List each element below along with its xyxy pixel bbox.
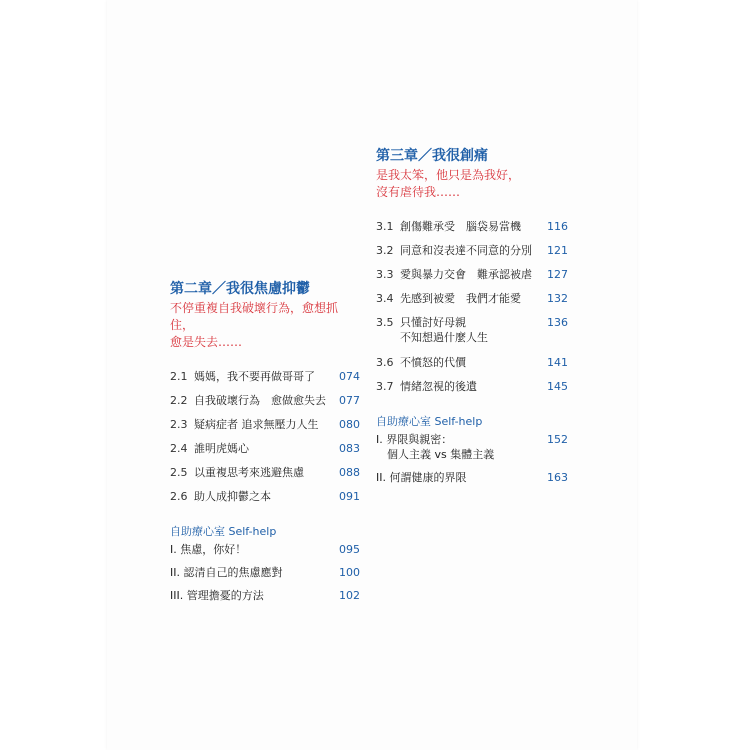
selfhelp-text: II. 何謂健康的界限 bbox=[376, 471, 467, 484]
selfhelp-heading: 自助療心室 Self-help bbox=[376, 415, 483, 428]
toc-number: 3.4 bbox=[376, 292, 394, 305]
toc-page: 145 bbox=[547, 380, 568, 393]
toc-page: 074 bbox=[339, 370, 360, 383]
selfhelp-list bbox=[170, 542, 360, 611]
toc-number: 2.4 bbox=[170, 442, 188, 455]
selfhelp-heading: 自助療心室 Self-help bbox=[170, 525, 277, 538]
toc-text: 以重複思考來逃避焦慮 bbox=[194, 466, 304, 479]
toc-page: 077 bbox=[339, 394, 360, 407]
toc-text: 先感到被愛 我們才能愛 bbox=[400, 292, 521, 305]
chapter-2-toc bbox=[170, 369, 360, 513]
chapter-3-subtitle: 是我太笨，他只是為我好， 沒有虐待我…… bbox=[376, 168, 521, 199]
toc-page: 121 bbox=[547, 244, 568, 257]
toc-text: 只懂討好母親 不知想過什麼人生 bbox=[400, 316, 488, 344]
toc-row[interactable] bbox=[376, 315, 568, 355]
toc-row[interactable] bbox=[376, 219, 568, 243]
toc-number: 3.1 bbox=[376, 220, 394, 233]
selfhelp-text: II. 認清自己的焦慮應對 bbox=[170, 566, 283, 579]
toc-text: 疑病症者 追求無壓力人生 bbox=[194, 418, 319, 431]
toc-number: 3.5 bbox=[376, 316, 394, 329]
selfhelp-page: 095 bbox=[339, 543, 360, 556]
toc-number: 3.2 bbox=[376, 244, 394, 257]
toc-text: 助人成抑鬱之本 bbox=[194, 490, 271, 503]
toc-page: 083 bbox=[339, 442, 360, 455]
toc-number: 2.6 bbox=[170, 490, 188, 503]
toc-page: 088 bbox=[339, 466, 360, 479]
toc-text: 不憤怒的代價 bbox=[400, 356, 466, 369]
toc-page: 136 bbox=[547, 316, 568, 329]
toc-row[interactable] bbox=[376, 243, 568, 267]
toc-page: 091 bbox=[339, 490, 360, 503]
toc-number: 3.3 bbox=[376, 268, 394, 281]
selfhelp-page: 100 bbox=[339, 566, 360, 579]
chapter-3-toc bbox=[376, 219, 568, 403]
toc-text: 誰明虎媽心 bbox=[194, 442, 249, 455]
selfhelp-page: 152 bbox=[547, 433, 568, 446]
toc-text: 情緒忽視的後遺 bbox=[400, 380, 477, 393]
toc-number: 2.5 bbox=[170, 466, 188, 479]
chapter-2-title: 第二章／我很焦慮抑鬱 bbox=[170, 281, 310, 297]
toc-page: 132 bbox=[547, 292, 568, 305]
chapter-3-title: 第三章／我很創痛 bbox=[376, 148, 488, 164]
selfhelp-row[interactable] bbox=[376, 432, 568, 470]
toc-page: 116 bbox=[547, 220, 568, 233]
toc-row[interactable] bbox=[170, 465, 360, 489]
selfhelp-row[interactable] bbox=[170, 565, 360, 588]
chapter-2-section bbox=[170, 280, 360, 611]
toc-page: 127 bbox=[547, 268, 568, 281]
toc-row[interactable] bbox=[170, 393, 360, 417]
selfhelp-text: I. 界限與親密： 個人主義 vs 集體主義 bbox=[376, 433, 495, 461]
toc-page: 141 bbox=[547, 356, 568, 369]
toc-row[interactable] bbox=[170, 369, 360, 393]
selfhelp-text: III. 管理擔憂的方法 bbox=[170, 589, 264, 602]
selfhelp-row[interactable] bbox=[170, 588, 360, 611]
selfhelp-row[interactable] bbox=[376, 470, 568, 493]
toc-text: 自我破壞行為 愈做愈失去 bbox=[194, 394, 326, 407]
toc-number: 3.7 bbox=[376, 380, 394, 393]
selfhelp-text: I. 焦慮，你好！ bbox=[170, 543, 247, 556]
toc-text: 媽媽，我不要再做哥哥了 bbox=[194, 370, 315, 383]
toc-row[interactable] bbox=[376, 291, 568, 315]
toc-row[interactable] bbox=[170, 489, 360, 513]
toc-row[interactable] bbox=[170, 441, 360, 465]
toc-row[interactable] bbox=[170, 417, 360, 441]
toc-row[interactable] bbox=[376, 379, 568, 403]
chapter-2-subtitle: 不停重複自我破壞行為，愈想抓住， 愈是失去…… bbox=[170, 301, 339, 349]
toc-page: 080 bbox=[339, 418, 360, 431]
toc-number: 2.3 bbox=[170, 418, 188, 431]
toc-number: 2.2 bbox=[170, 394, 188, 407]
toc-row[interactable] bbox=[376, 267, 568, 291]
selfhelp-row[interactable] bbox=[170, 542, 360, 565]
toc-number: 2.1 bbox=[170, 370, 188, 383]
chapter-3-section bbox=[376, 147, 568, 493]
toc-text: 同意和沒表達不同意的分別 bbox=[400, 244, 532, 257]
selfhelp-page: 102 bbox=[339, 589, 360, 602]
toc-row[interactable] bbox=[376, 355, 568, 379]
toc-number: 3.6 bbox=[376, 356, 394, 369]
toc-text: 創傷難承受 腦袋易當機 bbox=[400, 220, 521, 233]
toc-text: 愛與暴力交會 難承認被虐 bbox=[400, 268, 532, 281]
selfhelp-page: 163 bbox=[547, 471, 568, 484]
selfhelp-list bbox=[376, 432, 568, 493]
